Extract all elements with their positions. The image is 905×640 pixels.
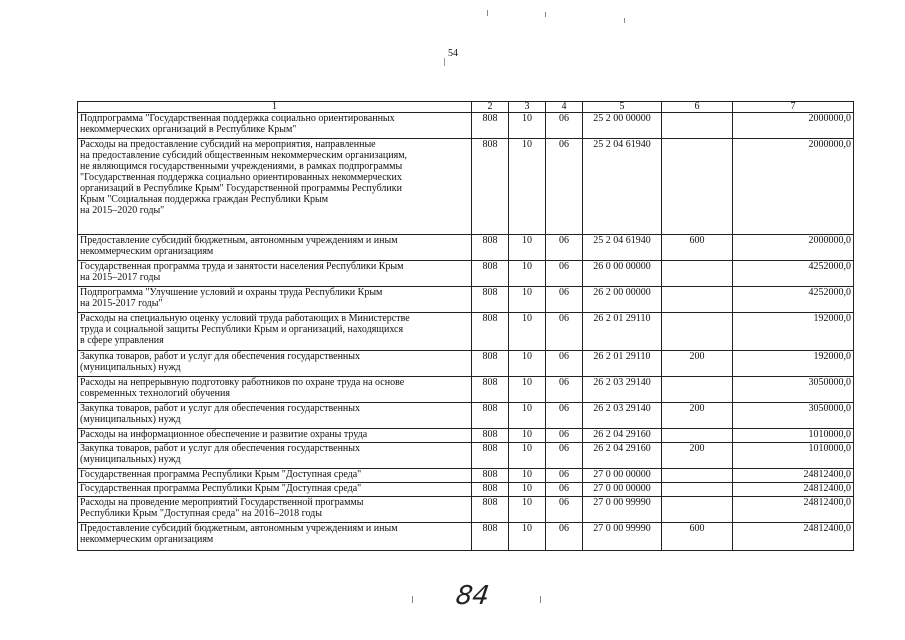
table-row: [78, 261, 854, 287]
section-code-cell: 10: [509, 443, 546, 469]
amount-cell: 24812400,0: [733, 523, 854, 551]
section-code-cell: 10: [509, 429, 546, 443]
grbs-code-cell: 808: [472, 497, 509, 523]
subsection-code-cell: 06: [546, 139, 583, 235]
target-article-code-cell: 26 0 00 00000: [583, 261, 662, 287]
row-name-cell: Расходы на предоставление субсидий на мероприятия, направленные на предоставление субсидий общественным некоммерческим организациям, не являющимся государственными учреждениями, в рамках подпрограммы "Государственная поддержка социально ориентированных некоммерческих организаций в Республике Крым" Государственной программы Республики Крым "Социальная поддержка граждан Республики Крым на 2015–2020 годы": [78, 139, 472, 235]
grbs-code-cell: 808: [472, 139, 509, 235]
table-row: [78, 403, 854, 429]
section-code-cell: 10: [509, 483, 546, 497]
target-article-code-cell: 25 2 04 61940: [583, 139, 662, 235]
row-name-cell: Закупка товаров, работ и услуг для обеспечения государственных (муниципальных) нужд: [78, 403, 472, 429]
section-code-cell: 10: [509, 523, 546, 551]
section-code-cell: 10: [509, 403, 546, 429]
row-name-cell: Расходы на непрерывную подготовку работников по охране труда на основе современных технологий обучения: [78, 377, 472, 403]
subsection-code-cell: 06: [546, 351, 583, 377]
section-code-cell: 10: [509, 497, 546, 523]
section-code-cell: 10: [509, 351, 546, 377]
amount-cell: 1010000,0: [733, 443, 854, 469]
row-name-cell: Государственная программа Республики Крым "Доступная среда": [78, 469, 472, 483]
expense-type-code-cell: [662, 113, 733, 139]
expense-type-code-cell: [662, 469, 733, 483]
expense-type-code-cell: 200: [662, 443, 733, 469]
amount-cell: 192000,0: [733, 351, 854, 377]
grbs-code-cell: 808: [472, 113, 509, 139]
expense-type-code-cell: [662, 139, 733, 235]
amount-cell: 3050000,0: [733, 403, 854, 429]
row-name-cell: Государственная программа труда и занятости населения Республики Крым на 2015–2017 годы: [78, 261, 472, 287]
target-article-code-cell: 26 2 03 29140: [583, 403, 662, 429]
amount-cell: 1010000,0: [733, 429, 854, 443]
scan-speck: [412, 596, 413, 603]
row-name-cell: Закупка товаров, работ и услуг для обеспечения государственных (муниципальных) нужд: [78, 443, 472, 469]
target-article-code-cell: 25 2 00 00000: [583, 113, 662, 139]
scan-mark: [444, 58, 445, 66]
table-header-row: [78, 102, 854, 113]
table-row: [78, 469, 854, 483]
expense-type-code-cell: 600: [662, 235, 733, 261]
subsection-code-cell: 06: [546, 523, 583, 551]
grbs-code-cell: 808: [472, 483, 509, 497]
section-code-cell: 10: [509, 261, 546, 287]
grbs-code-cell: 808: [472, 443, 509, 469]
section-code-cell: 10: [509, 287, 546, 313]
target-article-code-cell: 27 0 00 00000: [583, 483, 662, 497]
subsection-code-cell: 06: [546, 377, 583, 403]
table-row: [78, 313, 854, 351]
expense-type-code-cell: [662, 429, 733, 443]
grbs-code-cell: 808: [472, 313, 509, 351]
scan-speck: [545, 12, 546, 17]
table-row: [78, 139, 854, 235]
scan-speck: [540, 596, 541, 603]
amount-cell: 24812400,0: [733, 483, 854, 497]
expense-type-code-cell: [662, 287, 733, 313]
amount-cell: 24812400,0: [733, 469, 854, 483]
column-header: 5: [583, 102, 662, 113]
grbs-code-cell: 808: [472, 261, 509, 287]
grbs-code-cell: 808: [472, 403, 509, 429]
table-row: [78, 377, 854, 403]
column-header: 6: [662, 102, 733, 113]
target-article-code-cell: 26 2 04 29160: [583, 429, 662, 443]
amount-cell: 192000,0: [733, 313, 854, 351]
table-row: [78, 287, 854, 313]
grbs-code-cell: 808: [472, 469, 509, 483]
expense-type-code-cell: 600: [662, 523, 733, 551]
expense-type-code-cell: [662, 261, 733, 287]
row-name-cell: Предоставление субсидий бюджетным, автономным учреждениям и иным некоммерческим организациям: [78, 235, 472, 261]
page-number: 54: [448, 48, 458, 59]
table-row: [78, 113, 854, 139]
target-article-code-cell: 27 0 00 99990: [583, 497, 662, 523]
target-article-code-cell: 27 0 00 99990: [583, 523, 662, 551]
section-code-cell: 10: [509, 139, 546, 235]
scan-speck: [624, 18, 625, 23]
amount-cell: 2000000,0: [733, 113, 854, 139]
subsection-code-cell: 06: [546, 313, 583, 351]
section-code-cell: 10: [509, 313, 546, 351]
expense-type-code-cell: [662, 497, 733, 523]
target-article-code-cell: 26 2 01 29110: [583, 313, 662, 351]
table-row: [78, 523, 854, 551]
column-header: 4: [546, 102, 583, 113]
amount-cell: 4252000,0: [733, 287, 854, 313]
table-row: [78, 235, 854, 261]
target-article-code-cell: 25 2 04 61940: [583, 235, 662, 261]
subsection-code-cell: 06: [546, 235, 583, 261]
column-header: 1: [78, 102, 472, 113]
scan-speck: [487, 10, 488, 16]
row-name-cell: Расходы на информационное обеспечение и развитие охраны труда: [78, 429, 472, 443]
column-header: 3: [509, 102, 546, 113]
amount-cell: 2000000,0: [733, 139, 854, 235]
target-article-code-cell: 26 2 01 29110: [583, 351, 662, 377]
subsection-code-cell: 06: [546, 261, 583, 287]
subsection-code-cell: 06: [546, 443, 583, 469]
expense-type-code-cell: [662, 313, 733, 351]
expense-type-code-cell: 200: [662, 403, 733, 429]
table-row: [78, 483, 854, 497]
target-article-code-cell: 26 2 04 29160: [583, 443, 662, 469]
target-article-code-cell: 27 0 00 00000: [583, 469, 662, 483]
amount-cell: 24812400,0: [733, 497, 854, 523]
section-code-cell: 10: [509, 113, 546, 139]
target-article-code-cell: 26 2 03 29140: [583, 377, 662, 403]
table-row: [78, 443, 854, 469]
column-header: 2: [472, 102, 509, 113]
grbs-code-cell: 808: [472, 287, 509, 313]
subsection-code-cell: 06: [546, 113, 583, 139]
subsection-code-cell: 06: [546, 403, 583, 429]
expense-type-code-cell: 200: [662, 351, 733, 377]
grbs-code-cell: 808: [472, 351, 509, 377]
grbs-code-cell: 808: [472, 523, 509, 551]
section-code-cell: 10: [509, 235, 546, 261]
target-article-code-cell: 26 2 00 00000: [583, 287, 662, 313]
row-name-cell: Государственная программа Республики Крым "Доступная среда": [78, 483, 472, 497]
grbs-code-cell: 808: [472, 429, 509, 443]
subsection-code-cell: 06: [546, 287, 583, 313]
handwritten-page-number: 84: [453, 581, 492, 611]
table-row: [78, 351, 854, 377]
subsection-code-cell: 06: [546, 497, 583, 523]
section-code-cell: 10: [509, 469, 546, 483]
subsection-code-cell: 06: [546, 483, 583, 497]
amount-cell: 2000000,0: [733, 235, 854, 261]
column-header: 7: [733, 102, 854, 113]
amount-cell: 4252000,0: [733, 261, 854, 287]
row-name-cell: Предоставление субсидий бюджетным, автономным учреждениям и иным некоммерческим организациям: [78, 523, 472, 551]
grbs-code-cell: 808: [472, 377, 509, 403]
expense-type-code-cell: [662, 483, 733, 497]
subsection-code-cell: 06: [546, 429, 583, 443]
row-name-cell: Подпрограмма "Улучшение условий и охраны труда Республики Крым на 2015-2017 годы": [78, 287, 472, 313]
amount-cell: 3050000,0: [733, 377, 854, 403]
row-name-cell: Закупка товаров, работ и услуг для обеспечения государственных (муниципальных) нужд: [78, 351, 472, 377]
subsection-code-cell: 06: [546, 469, 583, 483]
row-name-cell: Расходы на проведение мероприятий Государственной программы Республики Крым "Доступная среда" на 2016–2018 годы: [78, 497, 472, 523]
section-code-cell: 10: [509, 377, 546, 403]
grbs-code-cell: 808: [472, 235, 509, 261]
row-name-cell: Подпрограмма "Государственная поддержка социально ориентированных некоммерческих организаций в Республике Крым": [78, 113, 472, 139]
table-row: [78, 429, 854, 443]
budget-table: [77, 101, 854, 551]
table-row: [78, 497, 854, 523]
expense-type-code-cell: [662, 377, 733, 403]
row-name-cell: Расходы на специальную оценку условий труда работающих в Министерстве труда и социальной защиты Республики Крым и организаций, находящихся в сфере управления: [78, 313, 472, 351]
